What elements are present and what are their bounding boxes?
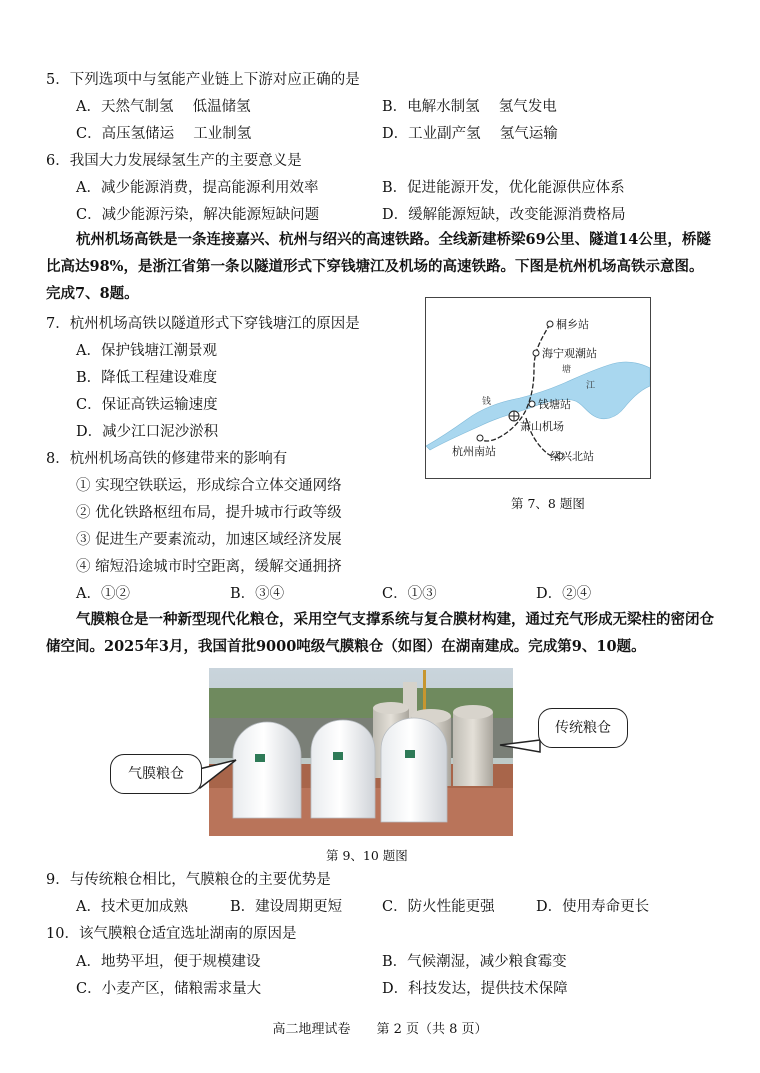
q6-option-b: B．促进能源开发，优化能源供应体系 [382, 180, 625, 196]
q5-stem: 5．下列选项中与氢能产业链上下游对应正确的是 [46, 72, 360, 88]
station-label-shaoxing-north: 绍兴北站 [550, 450, 594, 463]
granary-photo [209, 668, 513, 836]
q9-option-b: B．建设周期更短 [230, 899, 343, 915]
q7-option-d: D．减少江口泥沙淤积 [76, 424, 219, 440]
station-dot-tongxiang [547, 321, 553, 327]
q7-option-a: A．保护钱塘江潮景观 [76, 343, 217, 359]
q8-option-c: C．①③ [382, 586, 437, 602]
q9-option-d: D．使用寿命更长 [536, 899, 650, 915]
passage-membrane-granary: 气膜粮仓是一种新型现代化粮仓，采用空气支撑系统与复合膜材构建，通过充气形成无梁柱的密闭仓储空间。2025年3月，我国首批9000吨级气膜粮仓（如图）在湖南建成。完成第9、10题。 [46, 611, 714, 655]
q5-option-d: D．工业副产氢 氢气运输 [382, 126, 558, 142]
q10-option-b: B．气候潮湿，减少粮食霉变 [382, 954, 567, 970]
river-label-char-1: 钱 [482, 397, 492, 407]
q8-statement-2: ② 优化铁路枢纽布局，提升城市行政等级 [76, 505, 342, 521]
station-label-haining: 海宁观潮站 [542, 347, 597, 360]
q10-option-d: D．科技发达，提供技术保障 [382, 981, 568, 997]
q9-option-a: A．技术更加成熟 [76, 899, 188, 915]
callout-membrane-granary: 气膜粮仓 [110, 754, 202, 794]
station-label-tongxiang: 桐乡站 [556, 318, 589, 331]
river-label-char-2: 塘 [562, 365, 572, 375]
railway-map [425, 297, 651, 479]
q8-option-d: D．②④ [536, 586, 592, 602]
q9-option-c: C．防火性能更强 [382, 899, 495, 915]
station-label-airport: 萧山机场 [520, 420, 564, 433]
q7-option-c: C．保证高铁运输速度 [76, 397, 218, 413]
q6-option-d: D．缓解能源短缺，改变能源消费格局 [382, 207, 626, 223]
passage-airport-railway: 杭州机场高铁是一条连接嘉兴、杭州与绍兴的高速铁路。全线新建桥梁69公里、隧道14公里，桥隧比高达98%，是浙江省第一条以隧道形式下穿钱塘江及机场的高速铁路。下图是杭州机场高铁示意图。完成7、8题。 [46, 231, 711, 302]
q7-stem: 7．杭州机场高铁以隧道形式下穿钱塘江的原因是 [46, 316, 360, 332]
q5-option-b: B．电解水制氢 氢气发电 [382, 99, 557, 115]
q5-option-a: A．天然气制氢 低温储氢 [76, 99, 251, 115]
q9-stem: 9．与传统粮仓相比，气膜粮仓的主要优势是 [46, 872, 331, 888]
q6-stem: 6．我国大力发展绿氢生产的主要意义是 [46, 153, 302, 169]
station-dot-qiantang [529, 401, 535, 407]
q8-statement-1: ① 实现空铁联运，形成综合立体交通网络 [76, 478, 342, 494]
granary-photo-graphic [209, 668, 513, 836]
q10-option-a: A．地势平坦，便于规模建设 [76, 954, 261, 970]
callout-traditional-granary: 传统粮仓 [538, 708, 628, 748]
q7-option-b: B．降低工程建设难度 [76, 370, 218, 386]
river-label-char-3: 江 [586, 381, 596, 391]
station-dot-haining [533, 350, 539, 356]
q10-stem: 10．该气膜粮仓适宜选址湖南的原因是 [46, 926, 297, 942]
q5-option-c: C．高压氢储运 工业制氢 [76, 126, 252, 142]
page-footer: 高二地理试卷 第 2 页（共 8 页） [272, 1022, 488, 1037]
q6-option-c: C．减少能源污染，解决能源短缺问题 [76, 207, 320, 223]
q8-option-a: A．①② [76, 586, 130, 602]
airport-icon [509, 411, 519, 421]
q8-statement-4: ④ 缩短沿途城市时空距离，缓解交通拥挤 [76, 559, 342, 575]
station-label-hangzhou-south: 杭州南站 [452, 445, 496, 458]
q8-option-b: B．③④ [230, 586, 285, 602]
photo-caption: 第 9、10 题图 [326, 848, 408, 863]
railway-map-graphic [426, 298, 650, 478]
station-label-qiantang: 钱塘站 [538, 398, 571, 411]
station-dot-hangzhou-south [477, 435, 483, 441]
q8-stem: 8．杭州机场高铁的修建带来的影响有 [46, 451, 288, 467]
q10-option-c: C．小麦产区，储粮需求量大 [76, 981, 262, 997]
map-caption: 第 7、8 题图 [511, 496, 585, 511]
q6-option-a: A．减少能源消费，提高能源利用效率 [76, 180, 319, 196]
q8-statement-3: ③ 促进生产要素流动，加速区域经济发展 [76, 532, 342, 548]
